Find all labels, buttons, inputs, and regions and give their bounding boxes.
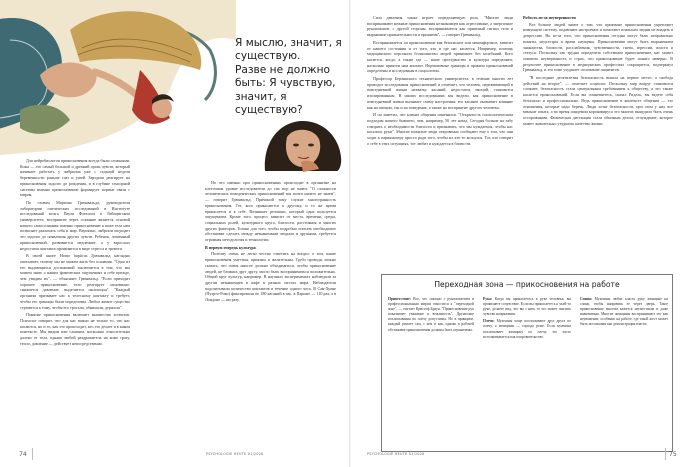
section-heading: В первую очередь культура — [205, 244, 256, 250]
paragraph: Профессор Берлинского технического университета, в течение многих лет проводит исследования прикосновений и отмечает, что человек, переживающий в повседневной жизни нехватку касаний, недостаток эмоций, становится изолированным. В наших исследованиях мы видели, как прикосновение в повседневной жизни вызывает смену настроения: его касание оказывает влияние как на эмоции, так и на поведение, а также на восприятие другого человека. — [367, 76, 513, 110]
portrait-illustration — [261, 117, 345, 172]
box-label: Спина: — [580, 297, 593, 301]
quote-line: Разве не должно — [235, 63, 330, 76]
paragraph: "В последние десятилетия безопасность вышла на первое место, а свобода действий на второе", — отмечает социолог. Поскольку мир вокруг становится сложнее, безопасность стала центральным требованием к обществу, а это также касается прикосновений. Если вы сомневаетесь, сказал Ридель, вы ведете себя безопасно и профессионально. Ведь прикосновение в контексте общения — это отношения, которые надо беречь. Люди хотят безопасности, при этом у них все меньше опыта, а во время пандемии коронавируса это многих вынудило быть очень осторожными. Физическая дистанция стала обычным делом, отчуждение, которое может значительно ухудшить качество жизни. — [523, 75, 673, 126]
paragraph: И он заметил, что климат общения изменился. "Открытость психологическим подходам нашего бывшего, чем, например, 50 лет назад. Сегодня больше на табу говорить о необходимости близости и признавать, что мы нуждаемся, чтобы нас касались руки". Многие пожилые люди откровенно сообщают ему о том, что они ходят к парикмахеру просто ради того, чтобы их кто-то коснулся. Тот, кто говорит о себе в этих ситуациях, тот любит и нуждается в близости. — [367, 112, 513, 146]
page-gutter — [349, 0, 351, 467]
box-text: Мужчины чаще похлопывают друг друга по плечу, а женщины — гораздо реже. Если мужчина похлопывает женщину по плечу, это часто истолковывается как покровительство. — [483, 319, 571, 339]
box-column-1 — [388, 297, 474, 447]
paragraph: Воспринимается ли прикосновение как безопасное или некомфортное, зависит от нашего состояния и от того, кто и где нас касается. Например, помощь медицинского персонала большинство людей принимает без колебаний. Кого касается, когда, а также где — наше пространство и культура определяют, насколько приятен нам контакт. Нормативные границы и правила прикосновений определены и исследованы в социологии. — [367, 39, 513, 74]
left-column-2 — [205, 180, 336, 440]
footer-rule — [665, 448, 666, 460]
box-title: Переходная зона — прикосновения на работе — [434, 280, 620, 289]
running-footer-right: PSYCHOLOGIE HEUTE 01/2020 — [367, 452, 425, 456]
section-heading: Робость из-за неуверенности — [523, 15, 576, 20]
sidebar-box — [381, 274, 673, 452]
cover-illustration — [0, 0, 236, 155]
box-label: Приветствие: — [388, 297, 411, 301]
paragraph: По словам Мартина Грюнвальда, руководителя лаборатории гаптических исследований в Институте исследований мозга Пауля Флехсига в Лейпцигском университете, восприятие через осязание является основой нашего самосознания: именно прикосновение к коже тела нам позволяет различать себя и мир. Вероятно, эмбрион ощущает это задолго до появления других чувств. Ребенок, лишенный прикосновений, развивается медленнее, а у взрослых недостаток контакта проявляется в виде стресса и тревоги. — [20, 199, 130, 251]
box-text: Когда вы прикасаетесь к руке человека, вы проявляете сочувствие. Если вы прикасаетесь к чьей-то руке, делаете вид, что вы с ним, то это может снизить чувство напряжения. — [483, 297, 571, 317]
page-number-left: 74 — [19, 451, 27, 458]
quote-line: существую. — [235, 50, 301, 63]
quote-line: значит, я существую? — [235, 90, 303, 117]
left-column-1 — [20, 158, 130, 440]
paragraph: Для нейробиологов прикосновения всегда были сложными. Кожа — это самый большой и древний орган чувств, который начинает работать у эмбриона уже с седьмой недели беременности раньше глаз и ушей. Зародыш реагирует на прикосновения задолго до рождения, и в глубине сенсорной системы именно прикосновение формирует первые связи с миром. — [20, 158, 130, 198]
quote-line: быть: Я чувствую, — [235, 77, 336, 90]
box-text: Все, что связано с рукопожатием и профессиональным миром относится к "переходной зоне", — считает Кристоф Браун. "Прикосновение рук показывает уважение и вежливость". Дружеские похлопывания по плечу допустимы. Но в принципе, каждый решает сам, с кем и как, однако в рабочей обстановке прикосновения должны быть ограничены. — [388, 297, 474, 332]
box-text: Мужчины любят класть руку женщине на спину, чтобы направить ее через дверь. Такое прикосновение многим кажется неуместным и даже навязчивым. Многие женщины воспринимают это как неуважение, особенно на работе, где такой жест может быть истолкован как демонстрация власти. — [580, 297, 668, 327]
right-column-2 — [523, 15, 673, 270]
box-column-3 — [580, 297, 668, 447]
paragraph: Все больше людей знают о том, что приятные прикосновения укрепляют иммунную систему, подавляют настроение и помогают пожилым людям не впадать в депрессию. Но из-за того, что прикосновения сегодня могут быть неправильно поняты, медсестры и врачи смущены. Прикосновения могут быть выражением знакомства, близости, расслабления, чувственности, гнева, агрессии, власти и статуса. Поскольку так трудно определить собственно прикосновение, нас может охватить неуверенность и страх, что прикосновение будет понято неверно. В результате прикосновение в медицинских профессиях сокращается, подчеркнул Грюнвальд, и это тоже ухудшает положение пациентов. — [523, 21, 673, 73]
box-label: Плечо: — [483, 319, 495, 324]
page-number-right: 75 — [669, 451, 677, 458]
paragraph: Сила давления также играет определяющую роль. "Многие люди воспринимают нежные прикосновения незнакомцев как агрессивные, а энергичное рукопожатие, с другой стороны, воспринимается как приятный сигнал тела и выражение признательности и принятия", — говорит Грюнвальд. — [367, 15, 513, 38]
box-label: Рука: — [483, 297, 493, 301]
box-column-2 — [483, 297, 571, 447]
right-column-1 — [367, 15, 513, 270]
paragraph: Поэтому очень не легко честно ответить на вопрос о том, какие прикосновения уместны, приятны и желательны. Грубо проводя, можно сказать, что очень многое должно объединяться, чтобы прикосновение людей, не близких друг другу, могло быть восприниматься положительно. Общий круг культур, например. В научных экспериментах наблюдали за другом незнакомцев в кафе в разных местах мира. Наблюдатели подсчитывали количество контактов в течение одного часа. В Сан-Хуане (Пуэрто-Рико) фиксировали по 180 касаний в час, в Париже — 110 раз, а в Лондоне — ни разу. — [205, 251, 336, 303]
footer-rule — [32, 448, 33, 460]
pull-quote — [235, 37, 353, 117]
paragraph: Понятие прикосновения включает множество аспектов. Психолог говорит, что для нас важно не только то, что нас касаются, но и то, как это происходит, кто это делает и в каком контексте. Мы видим или слышим, насколько относительно далеко от тела, однако любой раздражитель на коже сразу, тепло, давление — действует непосредственно. — [20, 312, 130, 346]
paragraph: В своей книге Homo hapticus Грюнвальд наглядно описывает, почему мы не можем жить без осязания. "Одно из его выдающихся достижений заключается в том, что мы можем знать о наших физических ощущениях и себе прежде, чем увидим их", — объясняет Грюнвальд. "Если приходит хорошее прикосновение, тело реагирует мгновенно: снижается давление, выделяется окситоцин". "Каждый организм призывает нас к телесному контакту и требует, чтобы его границы были определены. Любое живое существо стремится к тому, чтобы его трогали, обнимали, держали". — [20, 253, 130, 310]
paragraph: Но что именно при прикосновениях происходит в организме на клеточном уровне исследователи до сих пор не знают. "О сложности человеческих поведенческих прикосновений мы почти ничего не знаем", — говорит Грюнвальд. Причиной тому служит многогранность прикосновения. Тот, кого прикасаются к другому, и то же время прикасается и к себе. Возникает резонанс, который одна пользуется ощущением. Кроме того, процесс зависит от места, времени, среды, социальных ролей, культурного круга, близости, расстояния и многих других факторов. Только для того, чтобы подробно описать необходимое обстановке сделать между незнакомыми людьми и друзьями, требуется огромная методология и технологии. — [205, 180, 336, 243]
quote-line: Я мыслю, значит, я — [235, 37, 342, 49]
running-footer-left: PSYCHOLOGIE HEUTE 01/2020 — [206, 452, 264, 456]
